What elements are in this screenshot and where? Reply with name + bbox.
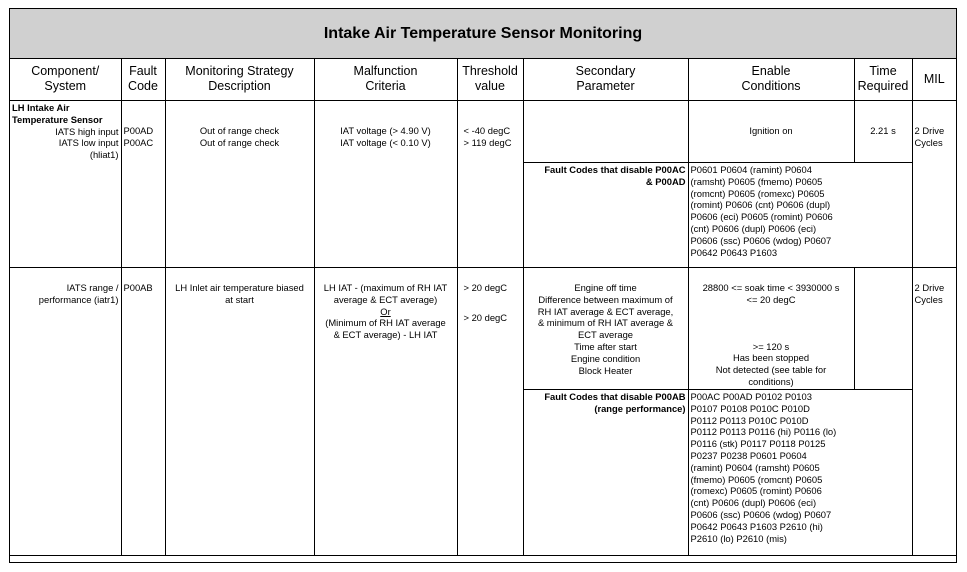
header-row — [10, 58, 956, 101]
row2-mil: 2 Drive Cycles — [912, 268, 956, 556]
row1-malfunction: IAT voltage (> 4.90 V) IAT voltage (< 0.10 V) — [314, 101, 457, 268]
row1-threshold: < -40 degC > 119 degC — [457, 101, 523, 268]
row1-mil: 2 Drive Cycles — [912, 101, 956, 268]
row1-disable-codes: P0601 P0604 (ramint) P0604 (ramsht) P0605 (fmemo) P0605 (romcnt) P0605 (romexc) P0605 (romint) P0606 (cnt) P0606 (dupl) P0606 (eci) P0605 (romint) P0606 (cnt) P0606 (dupl) P0606 (eci) P0606 (ssc) P0606 (wdog) P0607 P0642 P0643 P1603 — [688, 163, 912, 268]
document-page — [9, 8, 957, 563]
row1-time: 2.21 s — [854, 101, 912, 163]
row1-fault-codes: P00AD P00AC — [121, 101, 165, 268]
header-secondary: Secondary Parameter — [523, 58, 688, 101]
row1-disable-label: Fault Codes that disable P00AC & P00AD — [523, 163, 688, 268]
row2-strategy: LH Inlet air temperature biased at start — [165, 268, 314, 556]
header-time: Time Required — [854, 58, 912, 101]
row2-time — [854, 268, 912, 390]
row1-enable: Ignition on — [688, 101, 854, 163]
row2-secondary: Engine off time Difference between maximum of RH IAT average & ECT average, & minimum of RH IAT average & ECT average Time after start Engine condition Block Heater — [523, 268, 688, 390]
row1-strategy: Out of range check Out of range check — [165, 101, 314, 268]
table-row — [10, 101, 956, 163]
header-fault-code: Fault Code — [121, 58, 165, 101]
header-threshold: Threshold value — [457, 58, 523, 101]
header-malfunction: Malfunction Criteria — [314, 58, 457, 101]
row2-threshold: > 20 degC > 20 degC — [457, 268, 523, 556]
header-component: Component/ System — [10, 58, 121, 101]
header-strategy: Monitoring Strategy Description — [165, 58, 314, 101]
row2-disable-codes: P00AC P00AD P0102 P0103 P0107 P0108 P010C P010D P0112 P0113 P010C P010D P0112 P0113 P0116 (hi) P0116 (lo) P0116 (stk) P0117 P0118 P0125 P0237 P0238 P0601 P0604 (ramint) P0604 (ramsht) P0605 (fmemo) P0605 (romcnt) P0605 (romexc) P0605 (romint) P0606 (cnt) P0606 (dupl) P0606 (eci) P0606 (ssc) P0606 (wdog) P0607 P0642 P0643 P1603 P2610 (hi) P2610 (lo) P2610 (mis) — [688, 390, 912, 556]
row1-component: LH Intake Air Temperature Sensor IATS high input IATS low input (hliat1) — [10, 101, 121, 268]
row1-secondary — [523, 101, 688, 163]
row2-malfunction: LH IAT - (maximum of RH IAT average & ECT average) Or (Minimum of RH IAT average & ECT average) - LH IAT — [314, 268, 457, 556]
header-enable: Enable Conditions — [688, 58, 854, 101]
row2-component: IATS range / performance (iatr1) — [10, 268, 121, 556]
table-row — [10, 268, 956, 390]
table-title: Intake Air Temperature Sensor Monitoring — [10, 9, 956, 59]
row2-fault-code: P00AB — [121, 268, 165, 556]
row2-enable: 28800 <= soak time < 3930000 s <= 20 degC >= 120 s Has been stopped Not detected (see table for conditions) — [688, 268, 854, 390]
row2-disable-label: Fault Codes that disable P00AB (range performance) — [523, 390, 688, 556]
monitoring-table — [10, 58, 956, 556]
header-mil: MIL — [912, 58, 956, 101]
